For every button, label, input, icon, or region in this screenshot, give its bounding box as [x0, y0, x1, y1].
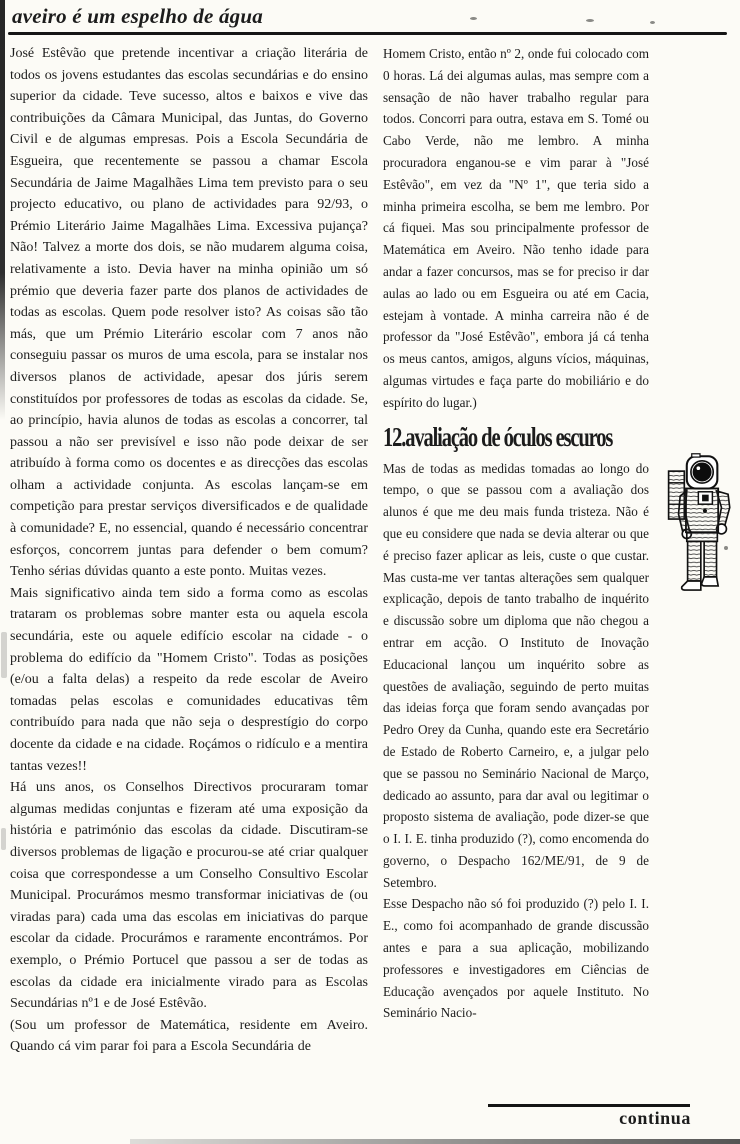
scan-smudge — [1, 828, 6, 850]
paragraph: Mas de todas as medidas tomadas ao longo do tempo, o que se passou com a avaliação dos alunos é que me deu mais funda tristeza. Não é que eu considere que nada se devia alterar ou que é preciso fazer aplicar as leis, custe o que custar. Mas custa-me ver tantas alterações sem qualquer explicação, depois de tanto trabalho de inquérito e discussão sobre um diploma que não chegou a entrar em acção. O Instituto de Inovação Educacional lançou um inquérito sobre as questões de avaliação, seguindo de perto muitas das ideias força que foram sendo avançadas por Pedro Orey da Cunha, quando este era Secretário de Estado de Roberto Carneiro, e, a julgar pelo que se passou no Seminário Nacional de Março, dedicado ao assunto, para dar aval ou legitimar o proposto sistema de avaliação, pode dizer-se que o I. I. E. tinha produzido (?), como encomenda do governo, o Despacho 162/ME/91, de 9 de Setembro. — [383, 460, 649, 890]
left-column — [10, 43, 368, 1058]
paragraph: (Sou um professor de Matemática, residente em Aveiro. Quando cá vim parar foi para a Escola Secundária de — [10, 1017, 368, 1055]
astronaut-illustration — [662, 448, 738, 600]
right-column — [383, 43, 649, 1058]
section-heading — [383, 419, 649, 455]
header-rule — [8, 32, 727, 35]
scan-smudge — [1, 632, 7, 678]
article-body — [10, 43, 649, 1058]
continua-label: continua — [619, 1108, 691, 1128]
page-header — [12, 3, 730, 29]
paragraph: Há uns anos, os Conselhos Directivos procuraram tomar algumas medidas conjuntas e fizeram até uma exposição da história e património das escolas da cidade. Discutiram-se diversos problemas de ligação e procurou-se até criar qualquer coisa que correspondesse a um Conselho Consultivo Escolar Municipal. Procurámos mesmo transformar iniciativas de (ou viradas para) cada uma das escolas em iniciativas do parque escolar da cidade. Procurámos e raramente encontrámos. Por exemplo, o Prémio Portucel que passou a ser de todas as escolas da cidade era inicialmente virado para as Escolas Secundárias nº1 e de José Estêvão. — [10, 780, 368, 1012]
scan-edge-left — [0, 0, 5, 420]
scan-edge-bottom — [130, 1139, 740, 1144]
paragraph: Esse Despacho não só foi produzido (?) pelo I. I. E., como foi acompanhado de grande discussão antes e para a sua aplicação, mobilizando professores e investigadores em Ciências de Educação avençados por aquele Instituto. No Seminário Nacio- — [383, 896, 649, 1021]
paragraph: Homem Cristo, então nº 2, onde fui colocado com 0 horas. Lá dei algumas aulas, mas sempre com a sensação de não haver trabalho regular para todos. Concorri para outra, estava em S. Tomé ou Cabo Verde, não me lembro. A minha procuradora enganou-se e vim parar à "José Estêvão", em vez da "Nº 1", que teria sido a minha primeira escolha, se bem me lembro. Por cá fiquei. Mas sou principalmente professor de Matemática em Aveiro. Não tenho idade para andar a fazer concursos, mas se for preciso ir dar aulas ao lado ou em Esgueira ou até em Cacia, estejam à vontade. A minha carreira não é de professor da "José Estêvão", embora já cá tenha os meus cantos, amigos, alguns vícios, máquinas, algumas virtudes e faça parte do mobiliário e do espírito do lugar.) — [383, 46, 649, 410]
paragraph: José Estêvão que pretende incentivar a criação literária de todos os jovens estudantes das escolas secundárias e do ensino superior da cidade. Teve sucesso, altos e baixos e vive das contribuições da Câmara Municipal, das Juntas, do Governo Civil e de algumas empresas. Pois a Escola Secundária de Esgueira, que recentemente se passou a chamar Escola Secundária de Jaime Magalhães Lima tem previsto para o seu projecto educativo, ou plano de actividades para 92/93, o Prémio Literário Jaime Magalhães Lima. Excessiva pujança? Não! Talvez a morte dos dois, se não mudarem alguma coisa, relativamente a isto. Devia haver na minha opinião um só prémio que deveria fazer parte dos planos de actividades de todas as escolas. Quem pode resolver isto? As coisas são tão más, que um Prémio Literário escolar com 7 anos não conseguiu passar os muros de uma escola, para se instalar nos diversos planos de actividade, apesar dos júris serem constituídos por professores de todas as escolas da cidade. Se, ao princípio, havia alunos de todas as escolas a concorrer, tal passou a não ser previsível e isso não pode deixar de ser atribuído à forma como os docentes e as direcções das escolas olham a actividade conjunta. As escolas lançam-se em competição para prestar serviços diversificados e de qualidade à comunidade? E, no essencial, quando é necessário concentrar esforços, concorrem juntas para defender o bem comum? Tenho sérias dúvidas quanto a este ponto. Muitas vezes. — [10, 46, 368, 580]
footer-rule — [488, 1104, 690, 1107]
paragraph: Mais significativo ainda tem sido a forma como as escolas trataram os problemas sobre manter esta ou aquela escola secundária, este ou aquele edifício escolar na cidade - o problema do edifício da "Homem Cristo". Todas as posições (e/ou a falta delas) a respeito da rede escolar de Aveiro tomadas pelas escolas e comunidades educativas têm contribuído para nada que não seja o desprestígio do corpo docente da cidade e na cidade. Roçámos o ridículo e a mentira tantas vezes!! — [10, 585, 368, 774]
astronaut-icon — [662, 448, 738, 600]
page-title: aveiro é um espelho de água — [12, 4, 263, 28]
section-heading-text: 12.avaliação de óculos escuros — [383, 421, 613, 452]
